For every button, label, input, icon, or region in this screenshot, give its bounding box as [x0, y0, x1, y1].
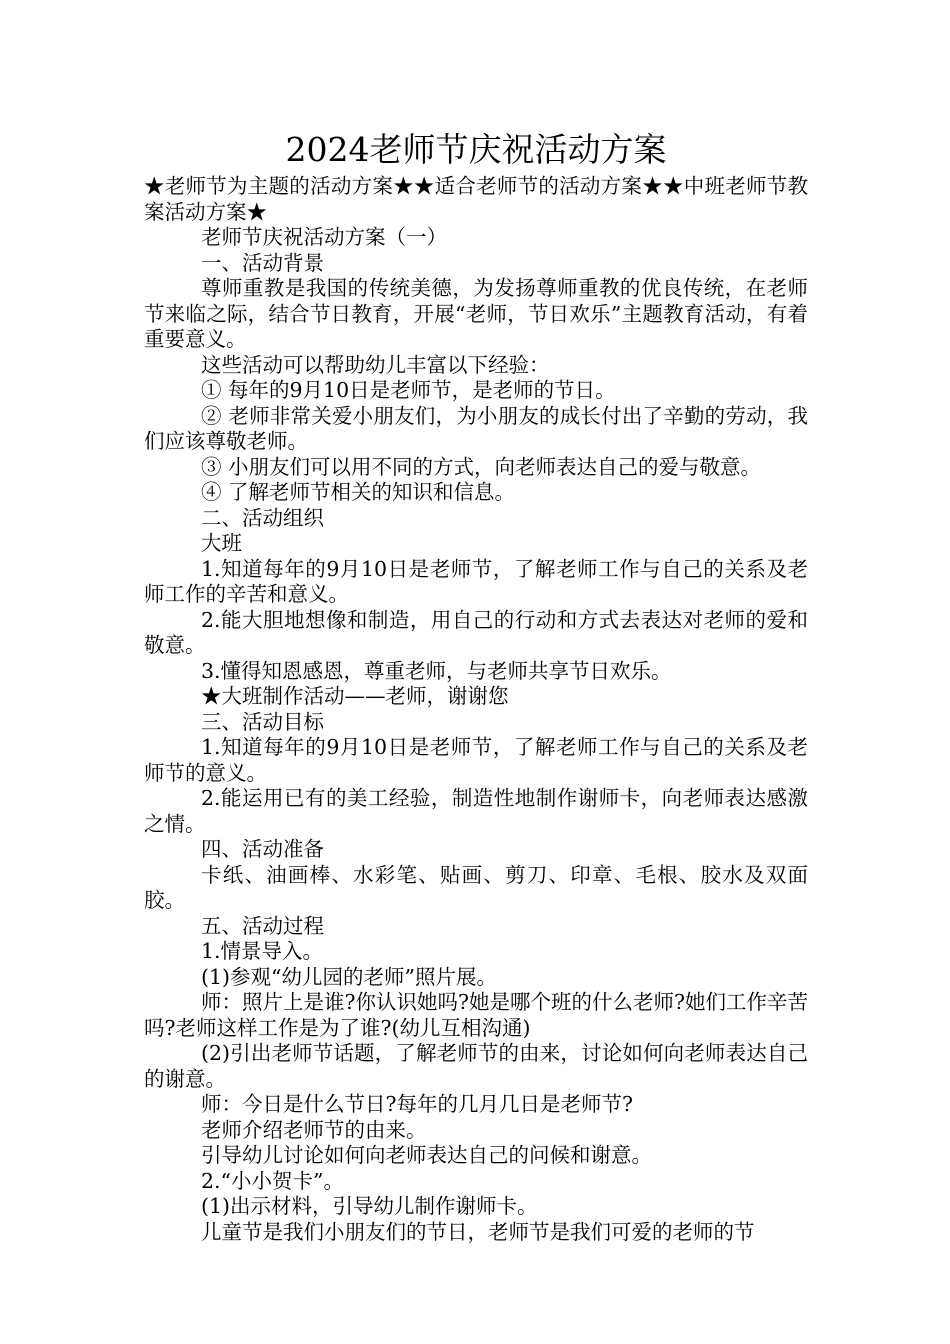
- paragraph: (1)出示材料，引导幼儿制作谢师卡。: [201, 1194, 538, 1218]
- paragraph: 四、活动准备: [201, 837, 324, 861]
- paragraph: 这些活动可以帮助幼儿丰富以下经验：: [201, 352, 550, 377]
- paragraph: ★大班制作活动——老师，谢谢您: [201, 684, 509, 708]
- paragraph: 师：照片上是谁?你认识她吗?她是哪个班的什么老师?她们工作辛苦吗?老师这样工作是为了谁?(幼儿互相沟通): [144, 990, 808, 1040]
- paragraph: 引导幼儿讨论如何向老师表达自己的问候和谢意。: [201, 1143, 652, 1167]
- paragraph: 一、活动背景: [201, 250, 324, 275]
- paragraph: 卡纸、油画棒、水彩笔、贴画、剪刀、印章、毛根、胶水及双面胶。: [144, 862, 808, 912]
- paragraph: 1.知道每年的9月10日是老师节，了解老师工作与自己的关系及老师节的意义。: [144, 735, 808, 785]
- paragraph: 大班: [201, 531, 242, 555]
- paragraph: 三、活动目标: [201, 709, 324, 734]
- paragraph: ① 每年的9月10日是老师节，是老师的节日。: [201, 378, 616, 402]
- paragraph: 1.情景导入。: [201, 939, 324, 963]
- paragraph: 2.“小小贺卡”。: [201, 1168, 345, 1193]
- paragraph: ④ 了解老师节相关的知识和信息。: [201, 480, 516, 504]
- document-title: 2024老师节庆祝活动方案: [285, 130, 667, 169]
- document-body: [144, 174, 808, 1245]
- paragraph: 1.知道每年的9月10日是老师节，了解老师工作与自己的关系及老师工作的辛苦和意义。: [144, 556, 808, 606]
- paragraph: (1)参观“幼儿园的老师”照片展。: [201, 964, 497, 989]
- paragraph: 五、活动过程: [201, 913, 324, 938]
- paragraph: 3.懂得知恩感恩，尊重老师，与老师共享节日欢乐。: [201, 658, 672, 683]
- paragraph: 老师介绍老师节的由来。: [201, 1117, 427, 1142]
- paragraph: ② 老师非常关爱小朋友们，为小朋友的成长付出了辛勤的劳动，我们应该尊敬老师。: [144, 403, 808, 453]
- paragraph: 尊师重教是我国的传统美德，为发扬尊师重教的优良传统，在老师节来临之际，结合节日教育，开展“老师，节日欢乐”主题教育活动，有着重要意义。: [144, 276, 808, 351]
- paragraph: 老师节庆祝活动方案（一）: [201, 225, 447, 249]
- paragraph: 儿童节是我们小朋友们的节日，老师节是我们可爱的老师的节: [201, 1219, 755, 1244]
- paragraph: ★老师节为主题的活动方案★★适合老师节的活动方案★★中班老师节教案活动方案★: [144, 174, 808, 224]
- paragraph: 2.能大胆地想像和制造，用自己的行动和方式去表达对老师的爱和敬意。: [144, 607, 808, 657]
- document-page: [144, 128, 808, 1245]
- paragraph: 二、活动组织: [201, 505, 324, 530]
- paragraph: 师：今日是什么节日?每年的几月几日是老师节?: [201, 1092, 633, 1116]
- paragraph: (2)引出老师节话题，了解老师节的由来，讨论如何向老师表达自己的谢意。: [144, 1041, 808, 1091]
- paragraph: ③ 小朋友们可以用不同的方式，向老师表达自己的爱与敬意。: [201, 454, 762, 479]
- paragraph: 2.能运用已有的美工经验，制造性地制作谢师卡，向老师表达感激之情。: [144, 786, 808, 836]
